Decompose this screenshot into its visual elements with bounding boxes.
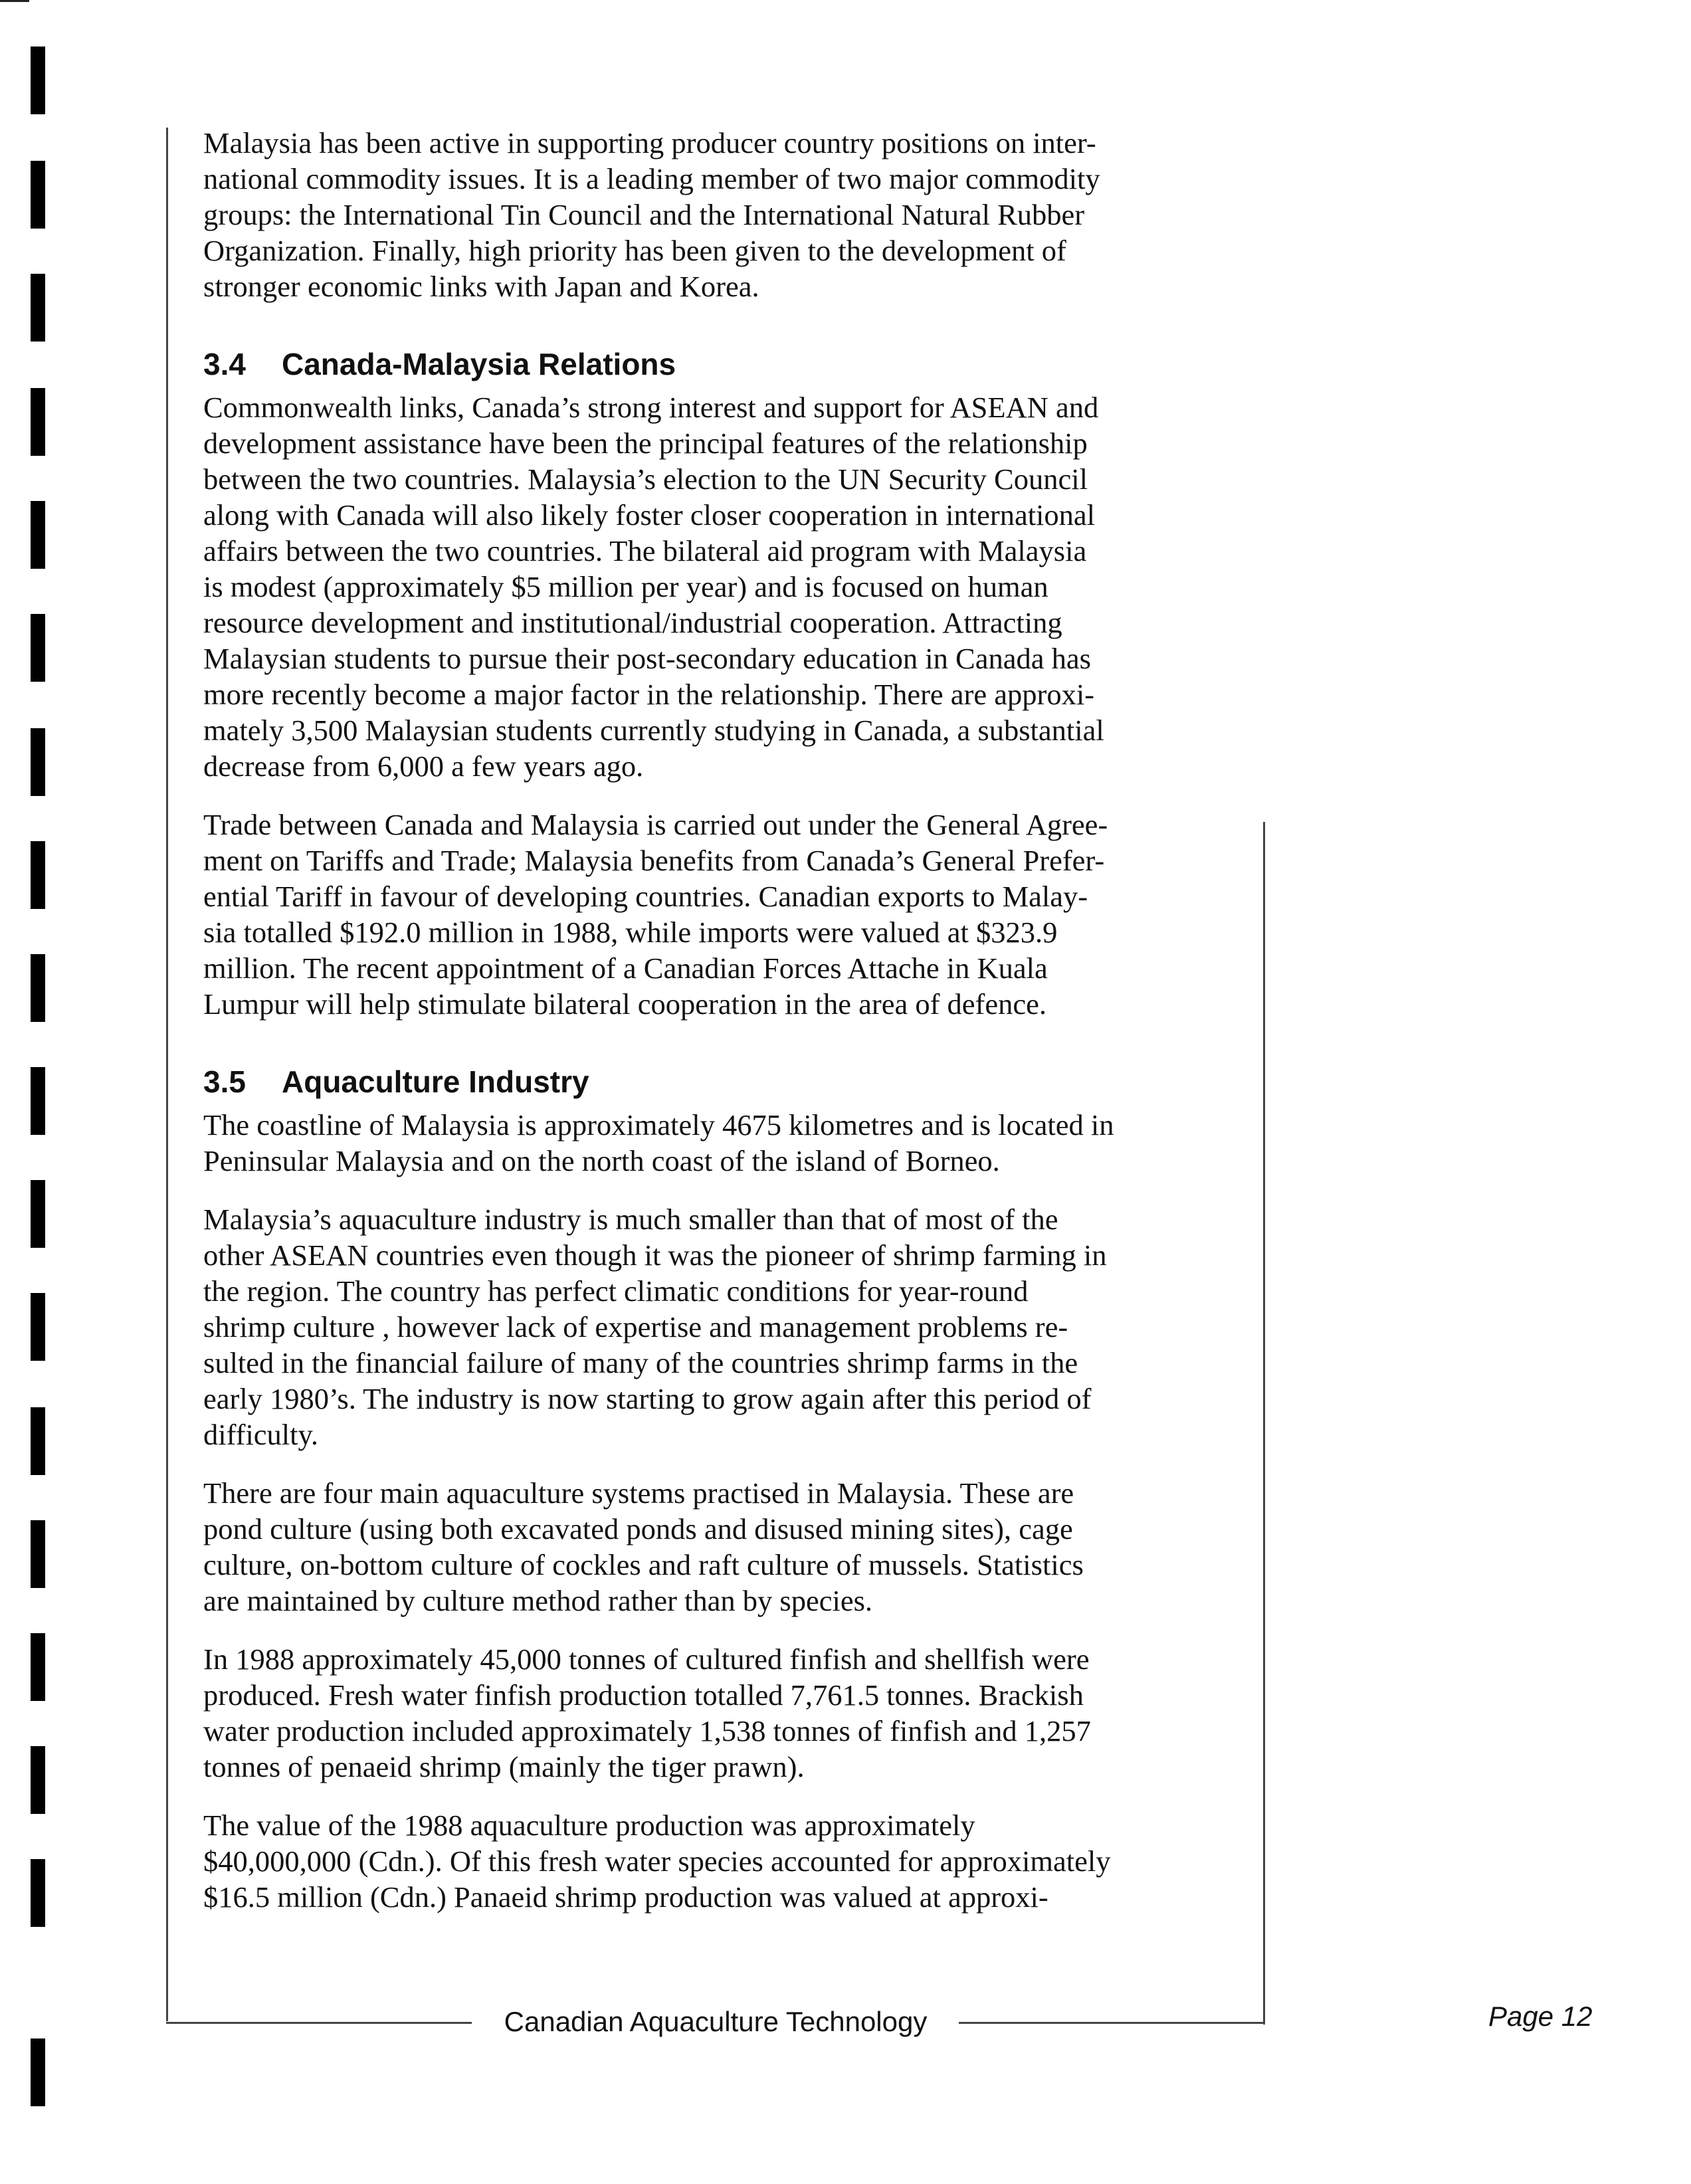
paragraph: In 1988 approximately 45,000 tonnes of cultured finfish and shellfish were produced. Fresh water finfish production totalled 7,761.5 tonnes. Brackish water production included approximately 1,538 tonnes of finfish and 1,257 tonnes of penaeid shrimp (mainly the tiger prawn). bbox=[203, 1642, 1091, 1783]
binding-bar bbox=[31, 47, 45, 114]
section-number: 3.5 bbox=[203, 1064, 246, 1099]
binding-bar bbox=[31, 1520, 45, 1588]
section-heading-3-4 bbox=[203, 346, 1273, 383]
binding-bar bbox=[31, 1293, 45, 1361]
paragraph: The value of the 1988 aquaculture production was approximately $40,000,000 (Cdn.). Of this fresh water species accounted for approximately $16.5 million (Cdn.) Panaeid shrimp production was valued at approxi- bbox=[203, 1809, 1111, 1914]
section-title: Aquaculture Industry bbox=[282, 1064, 589, 1099]
binding-bar bbox=[31, 501, 45, 569]
paragraph: The coastline of Malaysia is approximately 4675 kilometres and is located in Peninsular Malaysia and on the north coast of the island of Borneo. bbox=[203, 1108, 1114, 1177]
binding-bar bbox=[31, 388, 45, 456]
frame-bottom-rule-left bbox=[166, 2022, 472, 2024]
binding-bar bbox=[31, 1180, 45, 1248]
binding-bar bbox=[31, 1407, 45, 1475]
paragraph: Malaysia’s aquaculture industry is much smaller than that of most of the other ASEAN countries even though it was the pioneer of shrimp farming in the region. The country has perfect climatic conditions for year-round shrimp culture , however lack of expertise and management problems re- sulted in the financial failure of many of the countries shrimp farms in the early 1980’s. The industry is now starting to grow again after this period of difficulty. bbox=[203, 1203, 1107, 1451]
binding-bar bbox=[31, 841, 45, 909]
paragraph: Malaysia has been active in supporting producer country positions on inter- national commodity issues. It is a leading member of two major commodity groups: the International Tin Council and the International Natural Rubber Organization. Finally, high priority has been given to the development of stronger economic links with Japan and Korea. bbox=[203, 126, 1100, 303]
binding-bar bbox=[31, 728, 45, 796]
binding-bar bbox=[31, 954, 45, 1022]
frame-bottom-rule-right bbox=[959, 2022, 1265, 2024]
binding-bar bbox=[31, 1633, 45, 1701]
section-heading-3-5 bbox=[203, 1063, 1273, 1100]
section-number: 3.4 bbox=[203, 347, 246, 381]
section-title: Canada-Malaysia Relations bbox=[282, 347, 676, 381]
footer-title: Canadian Aquaculture Technology bbox=[504, 2006, 928, 2037]
paragraph: Trade between Canada and Malaysia is carried out under the General Agree- ment on Tariffs and Trade; Malaysia benefits from Canada’s General Prefer- ential Tariff in favour of developing countries. Canadian exports to Malay- sia totalled $192.0 million in 1988, while imports were valued at $323.9 million. The recent appointment of a Canadian Forces Attache in Kuala Lumpur will help stimulate bilateral cooperation in the area of defence. bbox=[203, 808, 1108, 1021]
binding-bar bbox=[31, 161, 45, 229]
paragraph: There are four main aquaculture systems practised in Malaysia. These are pond culture (using both excavated ponds and disused mining sites), cage culture, on-bottom culture of cockles and raft culture of mussels. Statistics are maintained by culture method rather than by species. bbox=[203, 1476, 1084, 1617]
page-body bbox=[203, 125, 1273, 1937]
binding-bar bbox=[31, 1746, 45, 1814]
binding-bar bbox=[31, 614, 45, 682]
frame-left-rule bbox=[166, 128, 168, 2021]
binding-bar bbox=[31, 1067, 45, 1135]
binding-bar bbox=[31, 1859, 45, 1927]
corner-mark bbox=[0, 0, 29, 2]
binding-bar bbox=[31, 274, 45, 342]
binding-bar bbox=[31, 2038, 45, 2106]
paragraph: Commonwealth links, Canada’s strong interest and support for ASEAN and development assistance have been the principal features of the relationship between the two countries. Malaysia’s election to the UN Security Council along with Canada will also likely foster closer cooperation in international affairs between the two countries. The bilateral aid program with Malaysia is modest (approximately $5 million per year) and is focused on human resource development and institutional/industrial cooperation. Attracting Malaysian students to pursue their post-secondary education in Canada has more recently become a major factor in the relationship. There are approxi- mately 3,500 Malaysian students currently studying in Canada, a substantial decrease from 6,000 a few years ago. bbox=[203, 391, 1104, 783]
page-number: Page 12 bbox=[1488, 2001, 1593, 2032]
